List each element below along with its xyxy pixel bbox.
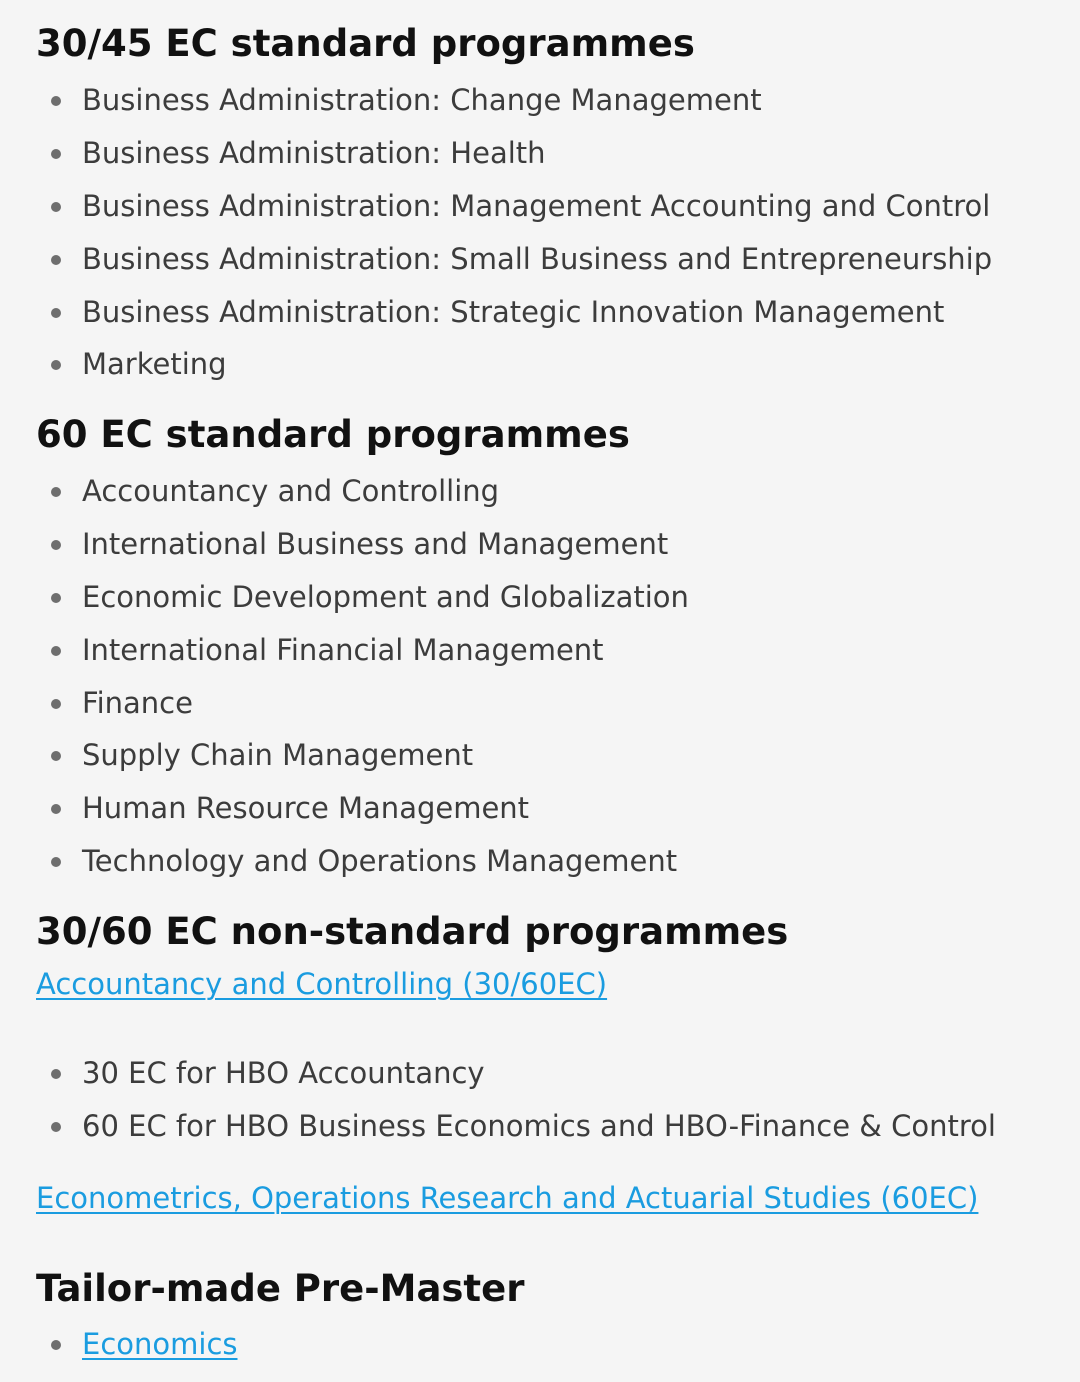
list-non-standard-options bbox=[0, 1047, 996, 1153]
list-item bbox=[0, 1318, 238, 1371]
programme-name: Business Administration: Management Accounting and Control bbox=[82, 188, 991, 223]
list-item bbox=[0, 835, 689, 888]
heading-30-60-ec-non-standard: 30/60 EC non-standard programmes bbox=[36, 910, 789, 953]
programme-name: Business Administration: Change Management bbox=[82, 83, 762, 117]
programme-name: Marketing bbox=[82, 347, 227, 382]
list-item bbox=[0, 571, 689, 624]
bullet-icon bbox=[51, 857, 61, 867]
list-item bbox=[0, 233, 992, 286]
bullet-icon bbox=[51, 1069, 61, 1079]
heading-60-ec-standard: 60 EC standard programmes bbox=[36, 413, 630, 456]
programme-name: International Financial Management bbox=[82, 632, 604, 667]
list-item bbox=[0, 729, 689, 782]
bullet-icon bbox=[51, 255, 61, 265]
list-item bbox=[0, 782, 689, 835]
programme-name: Human Resource Management bbox=[82, 791, 530, 826]
list-item bbox=[0, 677, 689, 730]
bullet-icon bbox=[51, 96, 61, 106]
bullet-icon bbox=[51, 1122, 61, 1132]
programme-name: International Business and Management bbox=[82, 526, 669, 561]
list-item bbox=[0, 286, 992, 339]
bullet-icon bbox=[51, 487, 61, 497]
economics-link[interactable]: Economics bbox=[82, 1327, 238, 1361]
bullet-icon bbox=[51, 804, 61, 814]
bullet-icon bbox=[51, 751, 61, 761]
heading-30-45-ec-standard: 30/45 EC standard programmes bbox=[36, 22, 695, 65]
list-item bbox=[0, 465, 689, 518]
list-60-ec-programmes bbox=[0, 465, 689, 888]
list-item bbox=[0, 74, 992, 127]
bullet-icon bbox=[51, 308, 61, 318]
list-item bbox=[0, 1100, 996, 1153]
bullet-icon bbox=[51, 646, 61, 656]
accountancy-controlling-link[interactable]: Accountancy and Controlling (30/60EC) bbox=[36, 967, 608, 1001]
list-30-45-ec-programmes bbox=[0, 74, 992, 391]
bullet-icon bbox=[51, 360, 61, 370]
programme-name: Business Administration: Health bbox=[82, 135, 546, 170]
bullet-icon bbox=[51, 1340, 61, 1350]
option-text: 30 EC for HBO Accountancy bbox=[82, 1056, 485, 1090]
programme-name: Business Administration: Small Business and Entrepreneurship bbox=[82, 241, 993, 276]
list-tailor-made bbox=[0, 1318, 238, 1371]
list-item bbox=[0, 624, 689, 677]
bullet-icon bbox=[51, 540, 61, 550]
programme-name: Economic Development and Globalization bbox=[82, 579, 689, 614]
programme-name: Finance bbox=[82, 685, 193, 720]
programme-name: Accountancy and Controlling bbox=[82, 474, 500, 508]
bullet-icon bbox=[51, 593, 61, 603]
list-item bbox=[0, 180, 992, 233]
list-item bbox=[0, 127, 992, 180]
bullet-icon bbox=[51, 202, 61, 212]
bullet-icon bbox=[51, 149, 61, 159]
programme-name: Supply Chain Management bbox=[82, 738, 474, 773]
econometrics-link[interactable]: Econometrics, Operations Research and Actuarial Studies (60EC) bbox=[36, 1181, 979, 1215]
heading-tailor-made-pre-master: Tailor-made Pre-Master bbox=[36, 1267, 525, 1310]
option-text: 60 EC for HBO Business Economics and HBO-Finance & Control bbox=[82, 1108, 996, 1143]
programme-name: Business Administration: Strategic Innovation Management bbox=[82, 294, 945, 329]
bullet-icon bbox=[51, 699, 61, 709]
list-item bbox=[0, 338, 992, 391]
programme-name: Technology and Operations Management bbox=[82, 844, 678, 879]
list-item bbox=[0, 1047, 996, 1100]
list-item bbox=[0, 518, 689, 571]
